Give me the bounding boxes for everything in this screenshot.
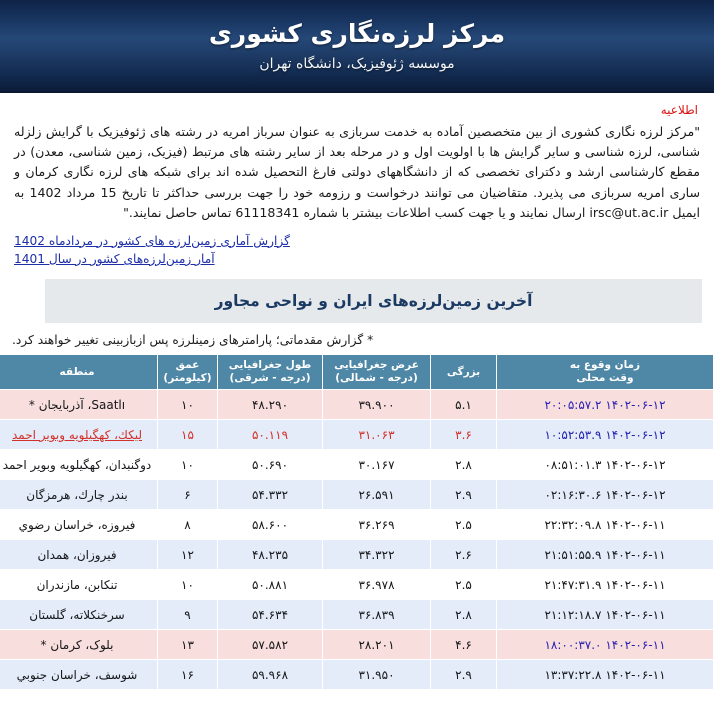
announcement-body: "مرکز لرزه نگاری کشوری از بین متخصصین آماده به خدمت سربازی به عنوان سرباز امریه در رشته های ژئوفیزیک با گرایش زلزله شناسی، لرزه شناسی و سایر گرایش ها با اولویت اول و در مرحله بعد از سایر رشته های مرتبط (فیزیک، زمین شناسی، معدن) در مقطع کارشناسی ارشد و دکترای تخصصی که از دانشگاههای دولتی فارغ التحصیل شده اند برای شبکه های لرزه نگاری کرمان و ساری امریه سربازی می پذیرد. متقاضیان می توانند درخواست و رزومه خود را جهت بررسی حداکثر تا تاریخ 15 مرداد 1402 به ایمیل irsc@ut.ac.ir ارسال نمایند و یا جهت کسب اطلاعات بیشتر با شماره 61118341 تماس حاصل نمایند." <box>14 123 701 221</box>
cell-region: تنکابن، مازندران <box>0 570 157 599</box>
table-row[interactable] <box>0 540 713 569</box>
cell-magnitude: ۲.۶ <box>431 540 496 569</box>
cell-latitude: ۳۰.۱۶۷ <box>323 450 430 479</box>
cell-time: ۱۴۰۲-۰۶-۱۱ ۲۱:۵۱:۵۵.۹ <box>497 540 713 569</box>
cell-region: فیروزه، خراسان رضوي <box>0 510 157 539</box>
table-row[interactable] <box>0 390 713 419</box>
cell-latitude: ۳۱.۰۶۳ <box>323 420 430 449</box>
column-header-magnitude <box>431 355 496 389</box>
column-header-time <box>497 355 713 389</box>
table-row[interactable] <box>0 570 713 599</box>
report-links <box>0 226 714 269</box>
cell-magnitude: ۲.۵ <box>431 570 496 599</box>
cell-time: ۱۴۰۲-۰۶-۱۱ ۱۸:۰۰:۳۷.۰ <box>497 630 713 659</box>
cell-longitude: ۵۴.۳۳۲ <box>218 480 322 509</box>
cell-time: ۱۴۰۲-۰۶-۱۱ ۲۱:۱۲:۱۸.۷ <box>497 600 713 629</box>
table-row[interactable] <box>0 630 713 659</box>
announcement-section <box>0 93 714 226</box>
cell-depth: ۱۰ <box>158 450 217 479</box>
announcement-title: اطلاعیه <box>660 103 698 117</box>
cell-time: ۱۴۰۲-۰۶-۱۲ ۰۸:۵۱:۰۱.۳ <box>497 450 713 479</box>
table-row[interactable] <box>0 450 713 479</box>
cell-magnitude: ۴.۶ <box>431 630 496 659</box>
cell-region: لیکك، کهگیلویه وبویر احمد <box>0 420 157 449</box>
column-header-depth-line2: (کیلومتر) <box>163 372 212 385</box>
cell-latitude: ۲۸.۲۰۱ <box>323 630 430 659</box>
cell-time: ۱۴۰۲-۰۶-۱۱ ۲۱:۴۷:۳۱.۹ <box>497 570 713 599</box>
cell-latitude: ۳۶.۸۳۹ <box>323 600 430 629</box>
cell-time: ۱۴۰۲-۰۶-۱۱ ۲۲:۳۲:۰۹.۸ <box>497 510 713 539</box>
cell-depth: ۱۳ <box>158 630 217 659</box>
column-header-latitude-line1: عرض جغرافیایی <box>334 359 419 372</box>
cell-longitude: ۵۷.۵۸۲ <box>218 630 322 659</box>
cell-magnitude: ۲.۸ <box>431 600 496 629</box>
cell-region: بندر چارك، هرمزگان <box>0 480 157 509</box>
column-header-magnitude-line1: بزرگی <box>446 365 481 378</box>
table-row[interactable] <box>0 480 713 509</box>
cell-depth: ۱۰ <box>158 570 217 599</box>
cell-magnitude: ۲.۵ <box>431 510 496 539</box>
cell-longitude: ۵۹.۹۶۸ <box>218 660 322 689</box>
table-header-row <box>0 355 713 389</box>
cell-time: ۱۴۰۲-۰۶-۱۲ ۱۰:۵۲:۵۳.۹ <box>497 420 713 449</box>
cell-longitude: ۵۰.۸۸۱ <box>218 570 322 599</box>
cell-depth: ۱۲ <box>158 540 217 569</box>
table-row[interactable] <box>0 510 713 539</box>
cell-magnitude: ۵.۱ <box>431 390 496 419</box>
table-row[interactable] <box>0 420 713 449</box>
cell-depth: ۶ <box>158 480 217 509</box>
cell-latitude: ۲۶.۵۹۱ <box>323 480 430 509</box>
table-row[interactable] <box>0 600 713 629</box>
earthquake-table <box>0 354 714 690</box>
cell-depth: ۹ <box>158 600 217 629</box>
table-row[interactable] <box>0 660 713 689</box>
cell-depth: ۱۶ <box>158 660 217 689</box>
cell-latitude: ۳۶.۲۶۹ <box>323 510 430 539</box>
column-header-latitude <box>323 355 430 389</box>
column-header-longitude-line2: (درجه - شرقی) <box>229 372 311 385</box>
cell-latitude: ۳۴.۳۲۲ <box>323 540 430 569</box>
preliminary-note: * گزارش مقدماتی؛ پارامترهای زمینلرزه پس ازبازبینی تغییر خواهند کرد. <box>12 333 374 348</box>
column-header-longitude-line1: طول جغرافیایی <box>228 359 312 372</box>
cell-magnitude: ۲.۹ <box>431 480 496 509</box>
cell-latitude: ۳۶.۹۷۸ <box>323 570 430 599</box>
link-yearly-report[interactable]: آمار زمین‌لرزه‌های کشور در سال 1401 <box>14 251 215 266</box>
cell-depth: ۸ <box>158 510 217 539</box>
site-subtitle: موسسه ژئوفیزیک، دانشگاه تهران <box>259 55 455 72</box>
site-header <box>0 0 714 93</box>
column-header-region-line1: منطقه <box>59 365 95 378</box>
cell-magnitude: ۳.۶ <box>431 420 496 449</box>
column-header-depth-line1: عمق <box>175 359 200 372</box>
section-title-wrapper <box>0 268 714 323</box>
column-header-region <box>0 355 157 389</box>
cell-time: ۱۴۰۲-۰۶-۱۱ ۱۳:۳۷:۲۲.۸ <box>497 660 713 689</box>
cell-region: سرخنکلاته، گلستان <box>0 600 157 629</box>
cell-longitude: ۵۴.۶۳۴ <box>218 600 322 629</box>
cell-longitude: ۴۸.۲۳۵ <box>218 540 322 569</box>
cell-longitude: ۴۸.۲۹۰ <box>218 390 322 419</box>
cell-region: دوگنبدان، کهگیلویه وبویر احمد <box>0 450 157 479</box>
site-title: مرکز لرزه‌نگاری کشوری <box>208 19 506 48</box>
cell-magnitude: ۲.۸ <box>431 450 496 479</box>
cell-region: بلوک، کرمان * <box>0 630 157 659</box>
cell-magnitude: ۲.۹ <box>431 660 496 689</box>
cell-longitude: ۵۰.۱۱۹ <box>218 420 322 449</box>
column-header-time-line2: وقت محلی <box>576 372 634 385</box>
column-header-latitude-line2: (درجه - شمالی) <box>335 372 418 385</box>
cell-depth: ۱۵ <box>158 420 217 449</box>
table-body <box>0 390 713 689</box>
table-header <box>0 355 713 389</box>
cell-longitude: ۵۰.۶۹۰ <box>218 450 322 479</box>
cell-latitude: ۳۹.۹۰۰ <box>323 390 430 419</box>
link-monthly-report[interactable]: گزارش آماری زمین‌لرزه های کشور در مردادماه 1402 <box>14 233 290 248</box>
column-header-depth <box>158 355 217 389</box>
column-header-longitude <box>218 355 322 389</box>
cell-longitude: ۵۸.۶۰۰ <box>218 510 322 539</box>
cell-region: Saatlı، آذربایجان * <box>0 390 157 419</box>
cell-region: فیروزان، همدان <box>0 540 157 569</box>
cell-time: ۱۴۰۲-۰۶-۱۲ ۰۲:۱۶:۳۰.۶ <box>497 480 713 509</box>
section-title: آخرین زمین‌لرزه‌های ایران و نواحی مجاور <box>45 279 702 323</box>
cell-depth: ۱۰ <box>158 390 217 419</box>
cell-region: شوسف، خراسان جنوبي <box>0 660 157 689</box>
cell-latitude: ۳۱.۹۵۰ <box>323 660 430 689</box>
column-header-time-line1: زمان وقوع به <box>569 359 641 372</box>
cell-time: ۱۴۰۲-۰۶-۱۲ ۲۰:۰۵:۵۷.۲ <box>497 390 713 419</box>
